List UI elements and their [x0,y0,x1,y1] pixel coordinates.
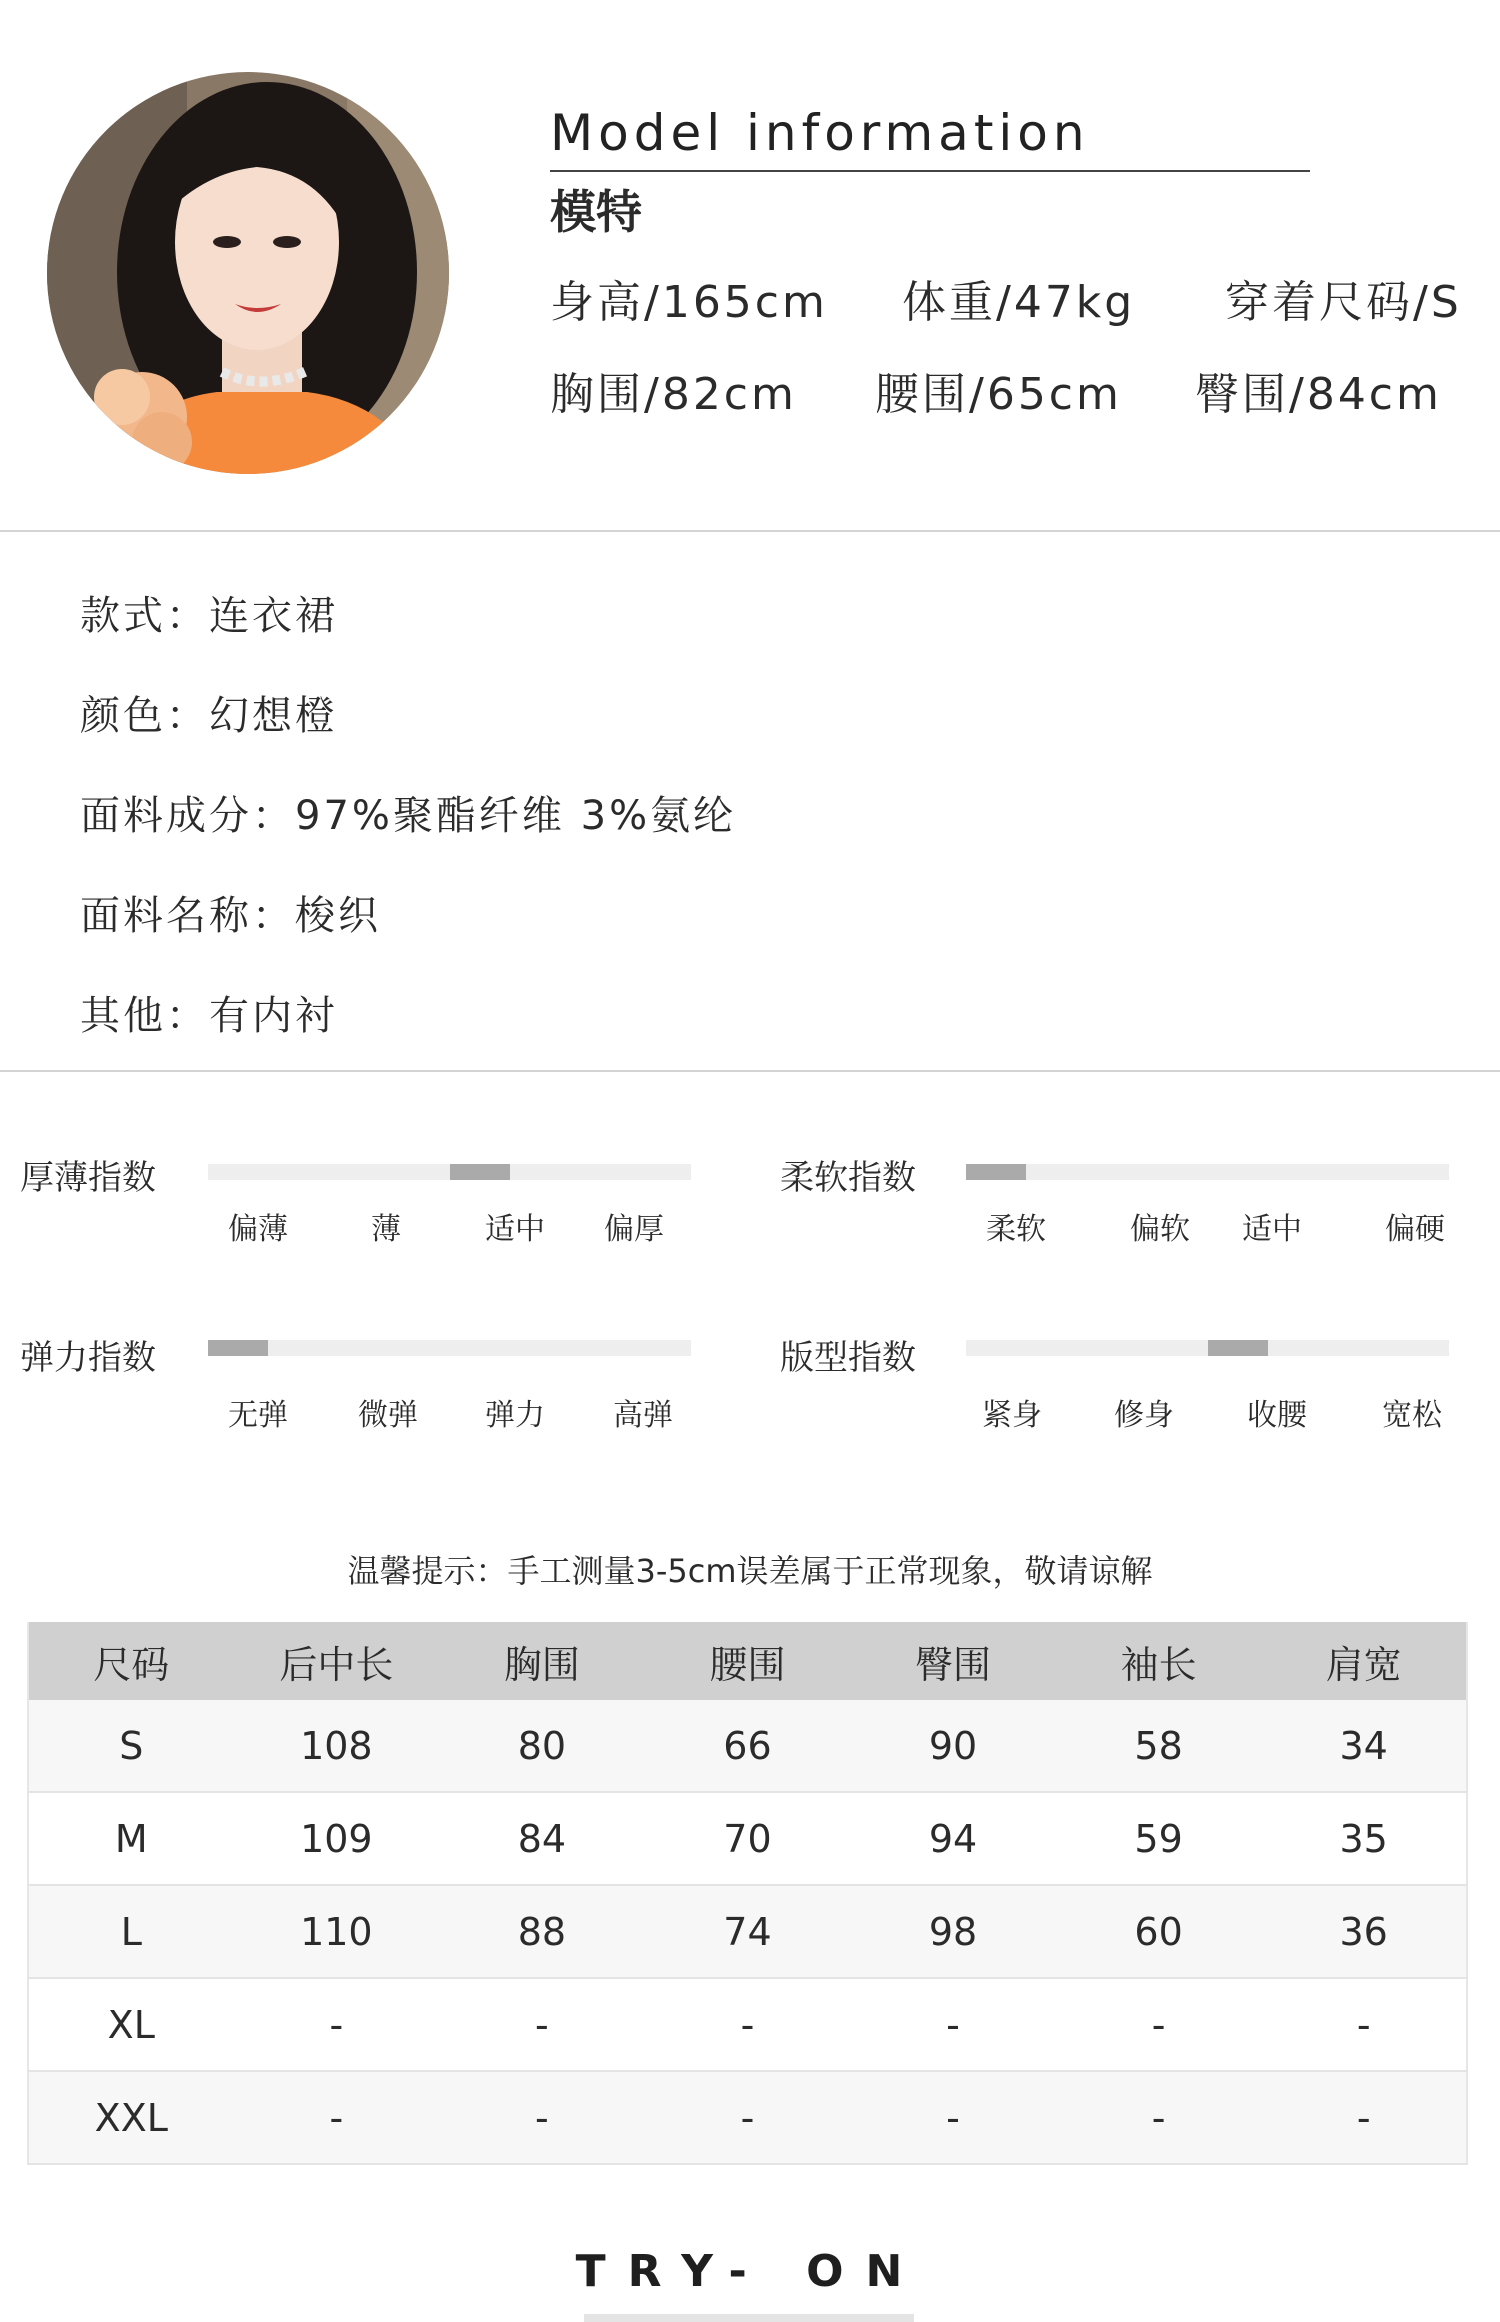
table-cell: 74 [645,1885,851,1978]
index-label-thickness: 厚薄指数 [20,1158,156,1198]
table-cell: 90 [850,1700,1056,1792]
index-option: 无弹 [228,1398,288,1433]
table-cell: - [645,2071,851,2164]
index-option: 宽松 [1382,1398,1442,1433]
index-option: 适中 [1242,1212,1302,1247]
index-option: 修身 [1114,1398,1174,1433]
table-cell: XL [28,1978,234,2071]
table-cell: 110 [234,1885,440,1978]
table-cell: 35 [1261,1792,1467,1885]
table-row [28,1885,1467,1978]
table-header-cell: 尺码 [28,1622,234,1700]
table-header-cell: 肩宽 [1261,1622,1467,1700]
table-cell: 94 [850,1792,1056,1885]
table-cell: - [850,1978,1056,2071]
index-label-fit: 版型指数 [780,1338,916,1378]
index-bar-fill [450,1164,510,1180]
index-option: 微弹 [358,1398,418,1433]
model-info-title-cn: 模特 [550,185,642,239]
index-option: 偏薄 [228,1212,288,1247]
table-header-cell: 胸围 [439,1622,645,1700]
table-cell: 84 [439,1792,645,1885]
table-header-cell: 腰围 [645,1622,851,1700]
table-header-row [28,1622,1467,1700]
table-cell: 66 [645,1700,851,1792]
table-cell: 60 [1056,1885,1262,1978]
table-row [28,2071,1467,2164]
try-on-underline [584,2314,914,2322]
table-cell: - [234,1978,440,2071]
table-cell: 59 [1056,1792,1262,1885]
table-header-cell: 臀围 [850,1622,1056,1700]
table-cell: - [439,2071,645,2164]
index-bar-fill [966,1164,1026,1180]
index-option: 弹力 [485,1398,545,1433]
model-weight: 体重/47kg [902,277,1136,328]
table-cell: 80 [439,1700,645,1792]
table-cell: 34 [1261,1700,1467,1792]
table-cell: 108 [234,1700,440,1792]
table-cell: - [234,2071,440,2164]
index-option: 偏硬 [1385,1212,1445,1247]
spec-color: 颜色：幻想橙 [80,693,338,739]
section-divider [0,1070,1500,1072]
table-cell: - [1261,2071,1467,2164]
table-header-cell: 后中长 [234,1622,440,1700]
index-bar-softness [966,1164,1449,1180]
spec-composition: 面料成分：97%聚酯纤维 3%氨纶 [80,793,737,839]
table-cell: S [28,1700,234,1792]
table-row [28,1792,1467,1885]
index-option: 适中 [485,1212,545,1247]
model-height: 身高/165cm [550,277,828,328]
index-option: 收腰 [1247,1398,1307,1433]
table-cell: 70 [645,1792,851,1885]
table-cell: 88 [439,1885,645,1978]
table-row [28,1700,1467,1792]
size-table [27,1622,1468,2165]
table-cell: M [28,1792,234,1885]
index-option: 柔软 [986,1212,1046,1247]
table-cell: - [1261,1978,1467,2071]
index-option: 薄 [371,1212,401,1247]
spec-fabric: 面料名称：梭织 [80,893,381,939]
model-photo-illustration [47,72,449,474]
table-cell: XXL [28,2071,234,2164]
model-avatar [47,72,449,474]
index-option: 高弹 [613,1398,673,1433]
table-cell: 36 [1261,1885,1467,1978]
index-bar-elasticity [208,1340,691,1356]
index-bar-fill [208,1340,268,1356]
spec-style: 款式：连衣裙 [80,593,338,639]
table-cell: - [1056,2071,1262,2164]
title-underline [550,170,1310,172]
table-cell: - [1056,1978,1262,2071]
table-cell: L [28,1885,234,1978]
model-hip: 臀围/84cm [1195,369,1442,420]
index-label-elasticity: 弹力指数 [20,1338,156,1378]
section-divider [0,530,1500,532]
table-cell: - [645,1978,851,2071]
index-bar-fill [1208,1340,1268,1356]
index-label-softness: 柔软指数 [780,1158,916,1198]
measurement-note: 温馨提示：手工测量3-5cm误差属于正常现象，敬请谅解 [347,1552,1153,1590]
index-option: 紧身 [982,1398,1042,1433]
index-option: 偏厚 [604,1212,664,1247]
table-cell: 98 [850,1885,1056,1978]
table-cell: - [850,2071,1056,2164]
table-row [28,1978,1467,2071]
index-option: 偏软 [1130,1212,1190,1247]
model-bust: 胸围/82cm [550,369,797,420]
model-waist: 腰围/65cm [875,369,1122,420]
table-cell: - [439,1978,645,2071]
try-on-heading: TRY- ON [575,2246,925,2297]
table-header-cell: 袖长 [1056,1622,1262,1700]
model-size: 穿着尺码/S [1225,277,1462,328]
index-bar-fit [966,1340,1449,1356]
table-cell: 58 [1056,1700,1262,1792]
index-bar-thickness [208,1164,691,1180]
table-cell: 109 [234,1792,440,1885]
model-info-title: Model information [550,104,1090,162]
spec-other: 其他：有内衬 [80,993,338,1039]
